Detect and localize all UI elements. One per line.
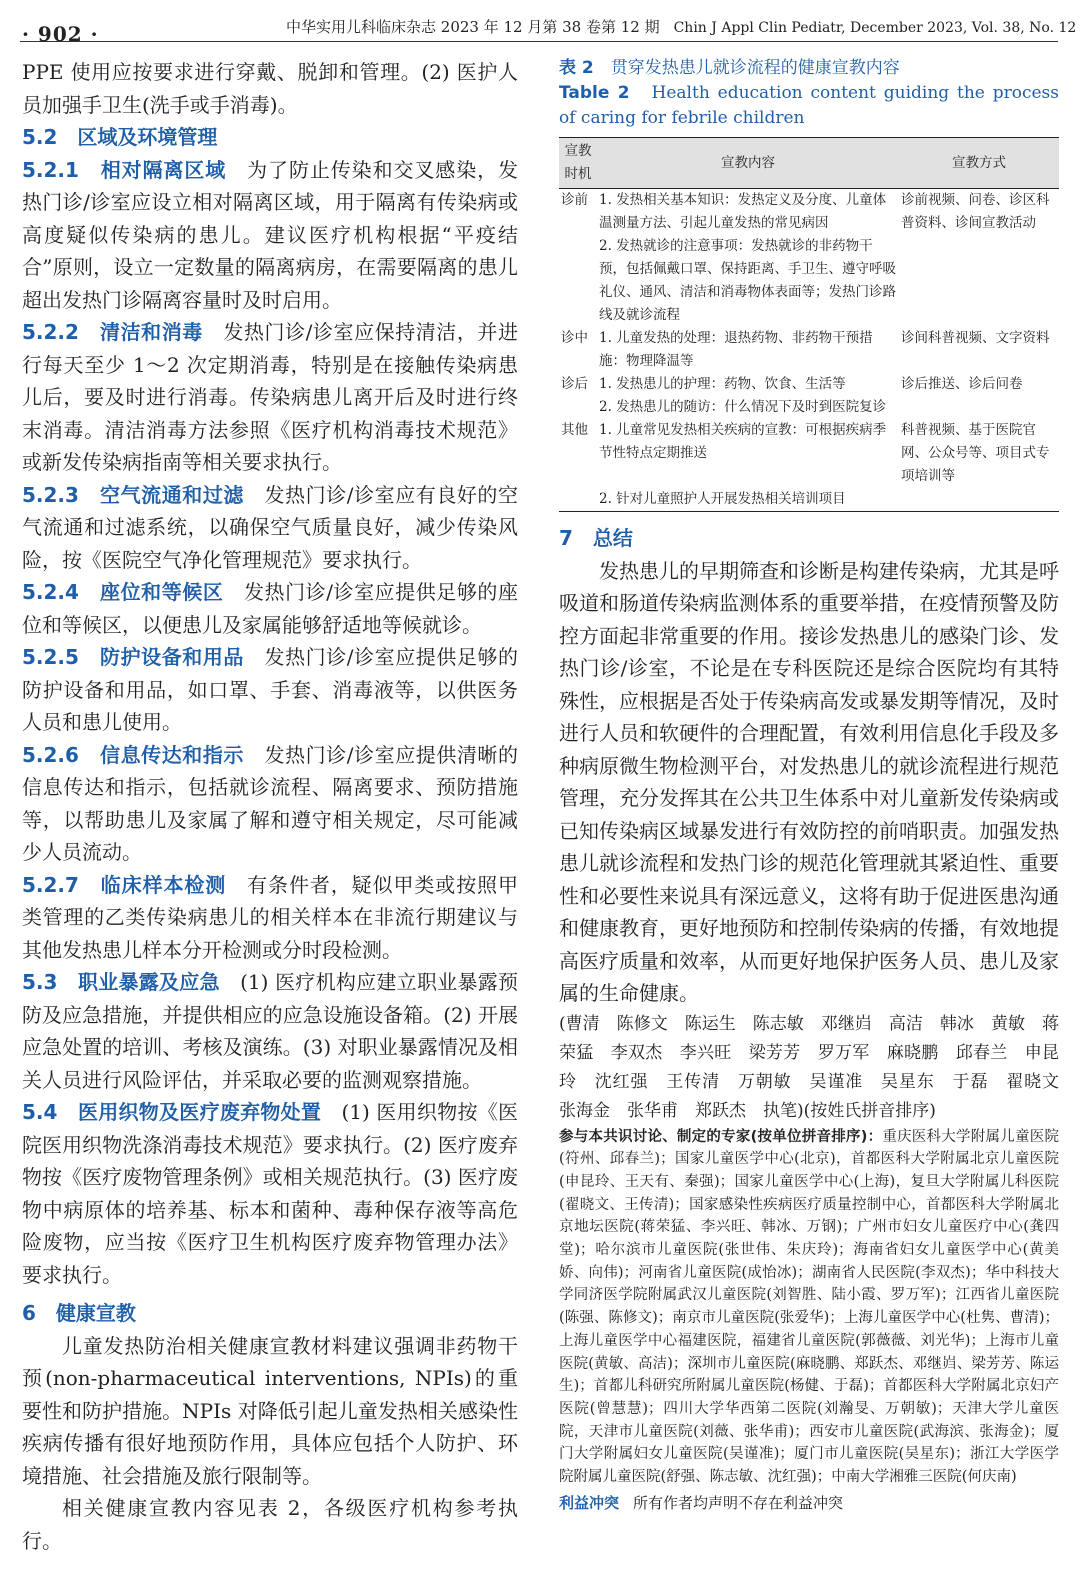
section-5-2-4-title: 5.2.4 座位和等候区 xyxy=(22,580,224,604)
section-5-2-1-title: 5.2.1 相对隔离区域 xyxy=(22,157,227,182)
section-5-2-1 xyxy=(22,154,518,317)
experts-label: 参与本共识讨论、制定的专家(按单位拼音排序)： xyxy=(559,1128,883,1145)
table-2-caption-cn xyxy=(559,56,1059,81)
section-5-4-body: (1) 医用织物按《医院医用织物洗涤消毒技术规范》要求执行。(2) 医疗废弃物按《医疗废物管理条例》或相关规范执行。(3) 医疗废物中病原体的培养基、标本和菌种、毒种保存液等高危险废物，应当按《医疗卫生机构医疗废弃物管理办法》要求执行。 xyxy=(22,1100,519,1287)
section-5-3-title: 5.3 职业暴露及应急 xyxy=(22,970,220,994)
journal-title-en: Chin J Appl Clin Pediatr, December 2023, Vol. 38, No. 12 xyxy=(673,20,1077,36)
left-column xyxy=(22,56,518,1557)
coi-label: 利益冲突 xyxy=(559,1493,620,1512)
experts-body: 重庆医科大学附属儿童医院(符州、邱春兰)；国家儿童医学中心(北京)，首都医科大学附属北京儿童医院(申昆玲、王天有、秦强)；国家儿童医学中心(上海)，复旦大学附属儿科医院(翟晓文、王传清)；国家感染性疾病医疗质量控制中心，首都医科大学附属北京地坛医院(蒋荣猛、李兴旺、韩冰、万钢)；广州市妇女儿童医疗中心(龚四堂)；哈尔滨市儿童医院(张世伟、朱庆玲)；海南省妇女儿童医学中心(黄美娇、向伟)；河南省儿童医院(成怡冰)；湖南省人民医院(李双杰)；华中科技大学同济医学院附属武汉儿童医院(刘智胜、陆小霞、罗万军)；江西省儿童医院(陈强、陈修文)；南京市儿童医院(张爱华)；上海儿童医学中心(杜隽、曹清)；上海儿童医学中心福建医院，福建省儿童医院(郭薇薇、刘光华)；上海市儿童医院(黄敏、高洁)；深圳市儿童医院(麻晓鹏、郑跃杰、邓继岿、梁芳芳、陈运生)；首都儿科研究所附属儿童医院(杨健、于磊)；首都医科大学附属北京妇产医院(曾慧慧)；四川大学华西第二医院(刘瀚旻、万朝敏)；天津大学儿童医院，天津市儿童医院(刘薇、张华甫)；西安市儿童医院(武海滨、张海金)；厦门大学附属妇女儿童医院(吴谨准)；厦门市儿童医院(吴星东)；浙江大学医学院附属儿童医院(舒强、陈志敏、沈红强)；中南大学湘雅三医院(何庆南) xyxy=(559,1128,1059,1486)
table-row xyxy=(559,327,1059,373)
table-cell-method xyxy=(899,235,1059,327)
table-2 xyxy=(559,137,1059,512)
table-cell-timing xyxy=(559,396,597,419)
section-6-paragraph-2: 相关健康宣教内容见表 2，各级医疗机构参考执行。 xyxy=(22,1496,518,1553)
experts-list xyxy=(559,1126,1059,1489)
section-5-2-2 xyxy=(22,316,518,479)
conflict-of-interest xyxy=(559,1491,1059,1515)
section-7-body: 发热患儿的早期筛查和诊断是构建传染病，尤其是呼吸道和肠道传染病监测体系的重要举措，在疫情预警及防控方面起非常重要的作用。接诊发热患儿的感染门诊、发热门诊/诊室，不论是在专科医院还是综合医院均有其特殊性，应根据是否处于传染病高发或暴发期等情况，及时进行人员和软硬件的合理配置，有效利用信息化手段及多种病原微生物检测平台，对发热患儿的就诊流程进行规范管理，充分发挥其在公共卫生体系中对儿童新发传染病或已知传染病区域暴发进行有效防控的前哨职责。加强发热患儿就诊流程和发热门诊的规范化管理就其紧迫性、重要性和必要性来说具有深远意义，这将有助于促进医患沟通和健康教育，更好地预防和控制传染病的传播，有效地提高医疗质量和效率，从而更好地保护医务人员、患儿及家属的生命健康。 xyxy=(559,558,1059,1005)
section-5-3 xyxy=(22,966,518,1096)
page-header xyxy=(0,0,1080,44)
table-cell-content: 2. 针对儿童照护人开展发热相关培训项目 xyxy=(597,488,899,512)
table-cell-content: 2. 发热患儿的随访：什么情况下及时到医院复诊 xyxy=(599,399,887,415)
section-5-2-6 xyxy=(22,739,518,869)
table-cell-content: 2. 发热就诊的注意事项：发热就诊的非药物干预，包括佩戴口罩、保持距离、手卫生、遵守呼吸礼仪、通风、清洁和消毒物体表面等；发热门诊路线及就诊流程 xyxy=(599,238,896,323)
section-5-4-title: 5.4 医用织物及医疗废弃物处置 xyxy=(22,1100,322,1124)
section-5-2-1-body: 为了防止传染和交叉感染，发热门诊/诊室应设立相对隔离区域，用于隔离有传染病或高度疑似传染病的患儿。建议医疗机构根据“平疫结合”原则，设立一定数量的隔离病房，在需要隔离的患儿超出发热门诊隔离容量时及时启用。 xyxy=(22,157,519,312)
section-5-2-title: 5.2 区域及环境管理 xyxy=(22,125,218,149)
section-6-title: 6 健康宣教 xyxy=(22,1301,136,1325)
ppe-paragraph: PPE 使用应按要求进行穿戴、脱卸和管理。(2) 医护人员加强手卫生(洗手或手消毒)。 xyxy=(22,60,518,117)
table-cell-timing: 诊前 xyxy=(561,192,588,208)
table-header-cell: 宣教方式 xyxy=(899,138,1059,189)
table-cell-timing xyxy=(559,235,597,327)
table-cell-method xyxy=(899,396,1059,419)
table-cell-content: 1. 发热患儿的护理：药物、饮食、生活等 xyxy=(599,376,846,392)
table-2-title-cn: 贯穿发热患儿就诊流程的健康宣教内容 xyxy=(610,58,900,78)
table-cell-method: 科普视频、基于医院官网、公众号等、项目式专项培训等 xyxy=(901,422,1050,484)
table-header-row xyxy=(559,138,1059,189)
section-5-2-6-body: 发热门诊/诊室应提供清晰的信息传达和指示，包括就诊流程、隔离要求、预防措施等，以帮助患儿及家属了解和遵守相关规定，尽可能减少人员流动。 xyxy=(22,742,518,864)
table-header-cell: 宣教内容 xyxy=(597,138,899,189)
section-5-2-4 xyxy=(22,576,518,641)
coi-body: 所有作者均声明不存在利益冲突 xyxy=(633,1493,844,1512)
page-number: · 902 · xyxy=(22,22,99,46)
table-row xyxy=(559,189,1059,236)
section-5-2-3 xyxy=(22,479,518,577)
table-cell-method: 诊间科普视频、文字资料 xyxy=(901,330,1050,346)
table-row xyxy=(559,419,1059,488)
section-5-2-5 xyxy=(22,641,518,739)
table-row xyxy=(559,373,1059,396)
section-5-2-6-title: 5.2.6 信息传达和指示 xyxy=(22,742,244,767)
section-5-2-4-body: 发热门诊/诊室应提供足够的座位和等候区，以便患儿及家属能够舒适地等候就诊。 xyxy=(22,580,518,637)
section-5-2-7-body: 有条件者，疑似甲类或按照甲类管理的乙类传染病患儿的相关样本在非流行期建议与其他发热患儿样本分开检测或分时段检测。 xyxy=(22,872,519,962)
section-5-2-3-body: 发热门诊/诊室应有良好的空气流通和过滤系统，以确保空气质量良好，减少传染风险，按《医院空气净化管理规范》要求执行。 xyxy=(22,482,518,572)
table-cell-timing: 其他 xyxy=(561,422,588,438)
table-cell-content: 1. 发热相关基本知识：发热定义及分度、儿童体温测量方法、引起儿童发热的常见病因 xyxy=(599,192,887,231)
section-5-2-5-title: 5.2.5 防护设备和用品 xyxy=(22,645,244,669)
table-row xyxy=(559,396,1059,419)
table-2-caption-en xyxy=(559,81,1059,131)
right-column xyxy=(559,56,1076,1515)
authors-list: (曹清 陈修文 陈运生 陈志敏 邓继岿 高洁 韩冰 黄敏 蒋荣猛 李双杰 李兴旺 梁芳芳 罗万军 麻晓鹏 邱春兰 申昆玲 沈红强 王传清 万朝敏 吴谨准 吴星东 于磊 翟晓文 张海金 张华甫 郑跃杰 执笔)(按姓氏拼音排序) xyxy=(559,1013,1076,1121)
table-row xyxy=(559,235,1059,327)
section-5-3-body: (1) 医疗机构应建立职业暴露预防及应急措施，并提供相应的应急设施设备箱。(2) 开展应急处置的培训、考核及演练。(3) 对职业暴露情况及相关人员进行风险评估，并采取必要的监测观察措施。 xyxy=(22,970,519,1092)
section-5-2-5-body: 发热门诊/诊室应提供足够的防护设备和用品，如口罩、手套、消毒液等，以供医务人员和患儿使用。 xyxy=(22,645,518,734)
section-5-2-2-body: 发热门诊/诊室应保持清洁，并进行每天至少 1～2 次定期消毒，特别是在接触传染病患儿后，要及时进行消毒。传染病患儿离开后及时进行终末消毒。清洁消毒方法参照《医疗机构消毒技术规范》或新发传染病指南等相关要求执行。 xyxy=(22,320,518,474)
section-5-2-3-title: 5.2.3 空气流通和过滤 xyxy=(22,482,244,507)
section-7-title: 7 总结 xyxy=(559,526,633,550)
table-2-label-cn: 表 2 xyxy=(559,58,594,78)
section-5-2-7 xyxy=(22,869,518,967)
header-rule xyxy=(20,41,1058,42)
table-cell-timing: 诊后 xyxy=(561,376,588,392)
table-2-label-en: Table 2 xyxy=(559,83,630,103)
table-cell-method xyxy=(899,488,1059,512)
section-5-2-2-title: 5.2.2 清洁和消毒 xyxy=(22,320,203,344)
section-5-2-7-title: 5.2.7 临床样本检测 xyxy=(22,872,227,897)
journal-title-cn: 中华实用儿科临床杂志 2023 年 12 月第 38 卷第 12 期 xyxy=(286,18,660,36)
table-cell-method: 诊前视频、问卷、诊区科普资料、诊间宣教活动 xyxy=(901,192,1050,231)
table-row xyxy=(559,488,1059,512)
table-header-cell: 宣教时机 xyxy=(559,138,597,189)
table-cell-timing xyxy=(559,488,597,512)
table-cell-timing: 诊中 xyxy=(561,330,588,346)
journal-citation xyxy=(286,16,1076,37)
table-cell-content: 1. 儿童发热的处理：退热药物、非药物干预措施：物理降温等 xyxy=(599,330,873,369)
table-cell-method: 诊后推送、诊后问卷 xyxy=(901,376,1023,392)
table-cell-content: 1. 儿童常见发热相关疾病的宣教：可根据疾病季节性特点定期推送 xyxy=(599,422,887,461)
table-2-title-en: Health education content guiding the process of caring for febrile children xyxy=(559,83,1059,128)
section-6-paragraph-1: 儿童发热防治相关健康宣教材料建议强调非药物干预(non-pharmaceutical interventions, NPIs)的重要性和防护措施。NPIs 对降低引起儿童发热相关感染性疾病传播有很好地预防作用，具体应包括个人防护、环境措施、社会措施及旅行限制等。 xyxy=(22,1333,518,1488)
section-5-4 xyxy=(22,1096,518,1291)
